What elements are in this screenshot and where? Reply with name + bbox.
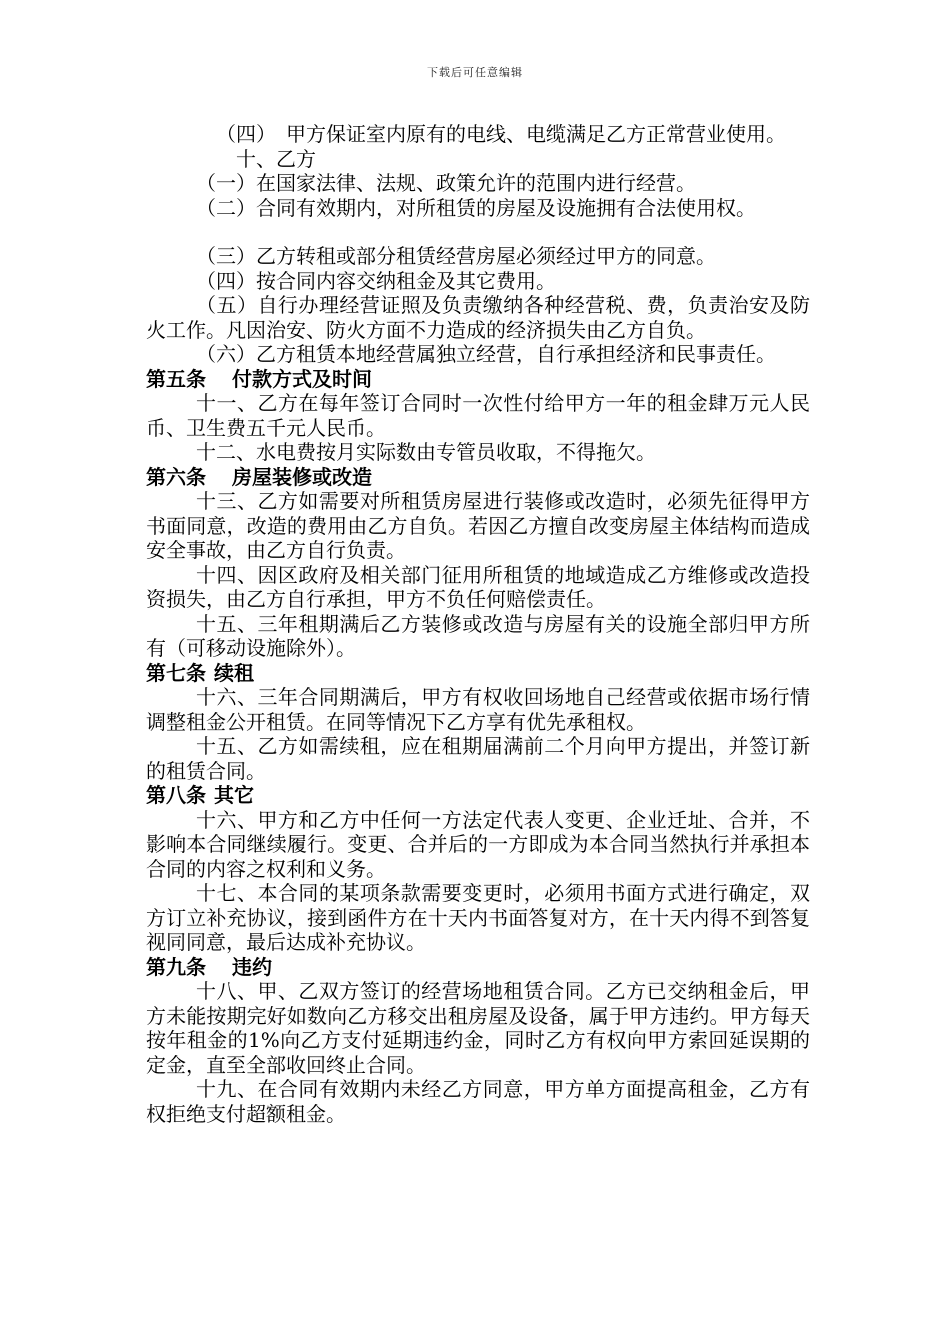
article-6-number: 第六条 — [146, 464, 206, 489]
article-8-title: 其它 — [214, 783, 254, 807]
article-9-number: 第九条 — [146, 954, 206, 979]
document-body — [146, 122, 810, 1126]
article-5-heading — [146, 367, 810, 392]
article-8-paragraph-2: 十七、本合同的某项条款需要变更时，必须用书面方式进行确定，双方订立补充协议，接到函件方在十天内书面答复对方，在十天内得不到答复视同同意，最后达成补充协议。 — [146, 881, 810, 954]
article-7-heading — [146, 661, 810, 686]
article-9-paragraph-2: 十九、在合同有效期内未经乙方同意，甲方单方面提高租金，乙方有权拒绝支付超额租金。 — [146, 1077, 810, 1126]
article-7-paragraph-1: 十六、三年合同期满后，甲方有权收回场地自己经营或依据市场行情调整租金公开租赁。在同等情况下乙方享有优先承租权。 — [146, 685, 810, 734]
article-5-title: 付款方式及时间 — [232, 366, 372, 391]
paragraph-10-1: （一）在国家法律、法规、政策允许的范围内进行经营。 — [196, 171, 696, 195]
article-9-paragraph-1: 十八、甲、乙双方签订的经营场地租赁合同。乙方已交纳租金后，甲方未能按期完好如数向乙方移交出租房屋及设备，属于甲方违约。甲方每天按年租金的1%向乙方支付延期违约金，同时乙方有权向甲方索回延误期的定金，直至全部收回终止合同。 — [146, 979, 810, 1077]
article-7-title: 续租 — [214, 660, 254, 685]
article-7-number: 第七条 — [146, 660, 206, 685]
article-9-heading — [146, 955, 810, 980]
article-5-number: 第五条 — [146, 366, 206, 391]
article-9-title: 违约 — [232, 954, 272, 979]
paragraph-10-2: （二）合同有效期内，对所租赁的房屋及设施拥有合法使用权。 — [196, 195, 756, 220]
article-6-paragraph-1: 十三、乙方如需要对所租赁房屋进行装修或改造时，必须先征得甲方书面同意，改造的费用由乙方自负。若因乙方擅自改变房屋主体结构而造成安全事故，由乙方自行负责。 — [146, 489, 810, 562]
article-6-paragraph-3: 十五、三年租期满后乙方装修或改造与房屋有关的设施全部归甲方所有（可移动设施除外）。 — [146, 611, 810, 660]
article-8-number: 第八条 — [146, 783, 206, 807]
paragraph-10-6: （六）乙方租赁本地经营属独立经营，自行承担经济和民事责任。 — [196, 342, 776, 366]
page-header-note: 下载后可任意编辑 — [427, 66, 523, 79]
article-8-paragraph-1: 十六、甲方和乙方中任何一方法定代表人变更、企业迁址、合并，不影响本合同继续履行。变更、合并后的一方即成为本合同当然执行并承担本合同的内容之权利和义务。 — [146, 807, 810, 881]
article-6-title: 房屋装修或改造 — [232, 464, 372, 489]
article-7-paragraph-2: 十五、乙方如需续租，应在租期届满前二个月向甲方提出，并签订新的租赁合同。 — [146, 734, 810, 783]
spacer — [146, 220, 810, 244]
paragraph-10-3: （三）乙方转租或部分租赁经营房屋必须经过甲方的同意。 — [196, 244, 716, 268]
paragraph-10-5: （五）自行办理经营证照及负责缴纳各种经营税、费，负责治安及防火工作。凡因治安、防火方面不力造成的经济损失由乙方自负。 — [146, 293, 810, 342]
section-10-heading: 十、乙方 — [236, 146, 316, 171]
article-5-paragraph-2: 十二、水电费按月实际数由专管员收取，不得拖欠。 — [196, 440, 656, 464]
article-6-paragraph-2: 十四、因区政府及相关部门征用所租赁的地域造成乙方维修或改造投资损失，由乙方自行承担，甲方不负任何赔偿责任。 — [146, 562, 810, 611]
paragraph-4-wiring: （四） 甲方保证室内原有的电线、电缆满足乙方正常营业使用。 — [216, 122, 786, 146]
article-5-paragraph-1: 十一、乙方在每年签订合同时一次性付给甲方一年的租金肆万元人民币、卫生费五千元人民币。 — [146, 391, 810, 440]
article-8-heading — [146, 783, 810, 808]
article-6-heading — [146, 465, 810, 490]
paragraph-10-4: （四）按合同内容交纳租金及其它费用。 — [196, 268, 556, 293]
